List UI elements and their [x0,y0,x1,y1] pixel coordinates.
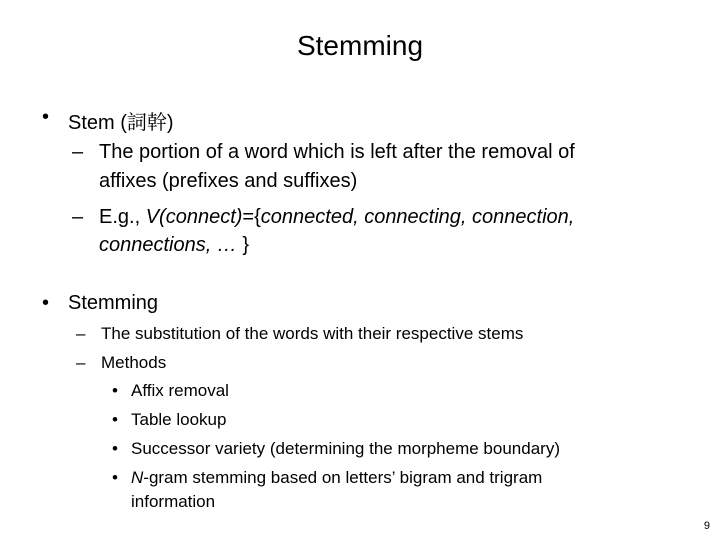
example-function: V(connect) [145,206,243,228]
example-set-close: } [236,234,250,256]
example-lead: E.g., [99,206,146,228]
example-set-open: ={ [242,206,261,228]
ngram-prefix: N [131,468,144,487]
dash-glyph: – [76,353,86,372]
slide-title: Stemming [296,30,424,61]
method-item-ngram-line1 [131,468,542,488]
bullet-glyph: • [42,292,50,314]
dash-glyph: – [76,324,86,343]
example-words: connected, connecting, connection, [260,206,575,228]
bullet-glyph: • [112,439,118,458]
section-heading-stem: Stem (詞幹) [68,112,174,134]
section-heading-stemming: Stemming [68,292,159,314]
stem-example-line2 [99,234,249,257]
example-words-cont: connections, … [99,234,237,256]
method-item: Affix removal [131,381,229,400]
bullet-glyph: • [112,381,118,400]
method-item: Successor variety (determining the morpheme boundary) [131,439,560,458]
methods-heading: Methods [101,353,167,372]
dash-glyph: – [72,206,84,228]
ngram-text: -gram stemming based on letters’ bigram and trigram [143,468,543,487]
stem-definition-line1: The portion of a word which is left after the removal of [99,141,575,163]
dash-glyph: – [72,141,84,163]
stemming-definition: The substitution of the words with their respective stems [101,324,524,343]
method-item: Table lookup [131,410,227,429]
page-number: 9 [703,520,710,532]
stem-example-line1 [99,206,574,229]
bullet-glyph: • [112,410,118,429]
stem-definition-line2: affixes (prefixes and suffixes) [99,170,358,192]
bullet-glyph: • [112,468,118,487]
method-item-ngram-line2: information [131,492,216,511]
bullet-glyph: • [42,106,50,128]
